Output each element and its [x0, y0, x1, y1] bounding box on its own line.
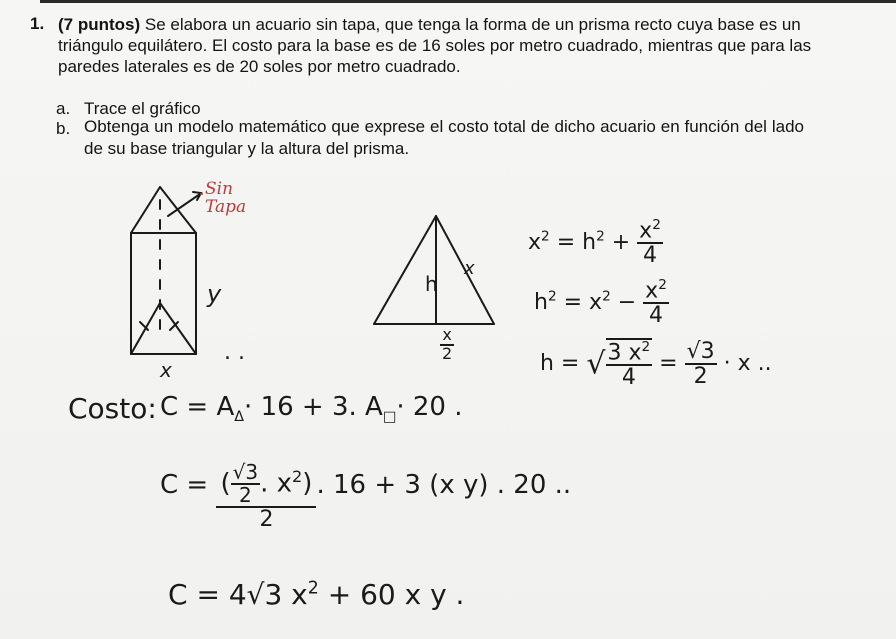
cost-final-equation: C = 4√3 $x^2 + 60$ x y . — [168, 578, 465, 611]
half-base-num: x — [440, 327, 454, 346]
half-base-label — [440, 327, 454, 363]
question-number: 1. — [30, 14, 45, 33]
eq1-den: 4 — [643, 243, 658, 269]
cost-label: Costo: — [68, 392, 157, 425]
eq2-num: x — [645, 278, 659, 304]
cost-eq2-rest: . 16 + 3 (x y) . 20 .. — [316, 470, 572, 500]
cost-eq1-start: C = A — [160, 392, 235, 422]
triangle-height-label: h — [425, 272, 438, 296]
dots-1: . . — [224, 340, 245, 365]
prism-side-label: x — [160, 358, 172, 382]
cost-eq1-sub-triangle: Δ — [234, 409, 245, 426]
eq1-plus: + — [604, 229, 638, 255]
cost-equation-2: C = ( $\frac{√3}{2}$ . $x^2$) 2 . 16 + 3 (x y) . 20 .. — [160, 460, 572, 532]
eq3-tail: · x .. — [723, 350, 772, 376]
eq3-lhs: h = — [540, 350, 587, 376]
prism-height-label: y — [207, 280, 222, 308]
equation-1: $x^2 = h^2$ + $\frac{x^2}{4}$ — [528, 217, 661, 269]
item-a-letter: a. — [56, 99, 71, 118]
annotation-tapa: Tapa — [205, 197, 247, 217]
cost-equation-1 — [160, 392, 463, 425]
eq3-num2: √3 — [686, 338, 715, 364]
question-body: Se elabora un acuario sin tapa, que tenga la forma de un prisma recto cuya base es un triángulo equilátero. El costo para la base es de 16 soles por metro cuadrado, mientras que para las paredes laterales es de 20 soles por metro cuadrado. — [58, 15, 812, 76]
eq2-mid: = x — [556, 289, 603, 315]
eq1-mid: = h — [549, 229, 597, 255]
equation-2: $h^2 = x^2$ − $\frac{x^2}{4}$ — [534, 277, 667, 329]
half-base-den: 2 — [442, 343, 453, 363]
item-a-text: Trace el gráfico — [84, 99, 201, 118]
annotation-sin: Sin — [205, 179, 234, 199]
cost-eq2-den: 2 — [259, 507, 274, 532]
item-b-text: Obtenga un modelo matemático que exprese el costo total de dicho acuario en función del lado de su base triangular y la altura del prisma. — [84, 117, 804, 158]
eq3-den2: 2 — [693, 363, 708, 389]
eq3-den: 4 — [621, 365, 636, 391]
cost-eq1-rest: · 16 + 3. A — [244, 392, 383, 422]
item-b-letter: b. — [56, 119, 71, 138]
triangle-side-label: x — [464, 258, 475, 279]
equation-3: h = √ $\frac{3 x^2}{4}$ = $\frac{√3}{2}$ · x .. — [540, 338, 772, 391]
eq2-minus: − — [610, 289, 644, 315]
eq2-lhs: h — [534, 289, 548, 315]
cost-eq2-inner-tail: . x — [260, 468, 293, 499]
eq3-num: 3 x — [607, 340, 642, 366]
cost-eq1-end: · 20 . — [396, 392, 463, 422]
cost-eq1-sub-square: □ — [382, 409, 397, 426]
eq1-lhs: x — [528, 229, 542, 255]
question-points: (7 puntos) — [58, 15, 141, 34]
eq3-eq: = — [652, 350, 685, 376]
eq2-den: 4 — [649, 303, 664, 329]
cost-final-start: C = 4√3 x — [168, 578, 308, 611]
cost-final-rest: + 60 x y . — [318, 578, 465, 611]
eq1-num: x — [639, 218, 653, 244]
cost-eq2-inner-num: √3 — [232, 460, 259, 484]
cost-eq2-inner-den: 2 — [239, 483, 252, 507]
cost-eq2-start: C = — [160, 470, 209, 500]
